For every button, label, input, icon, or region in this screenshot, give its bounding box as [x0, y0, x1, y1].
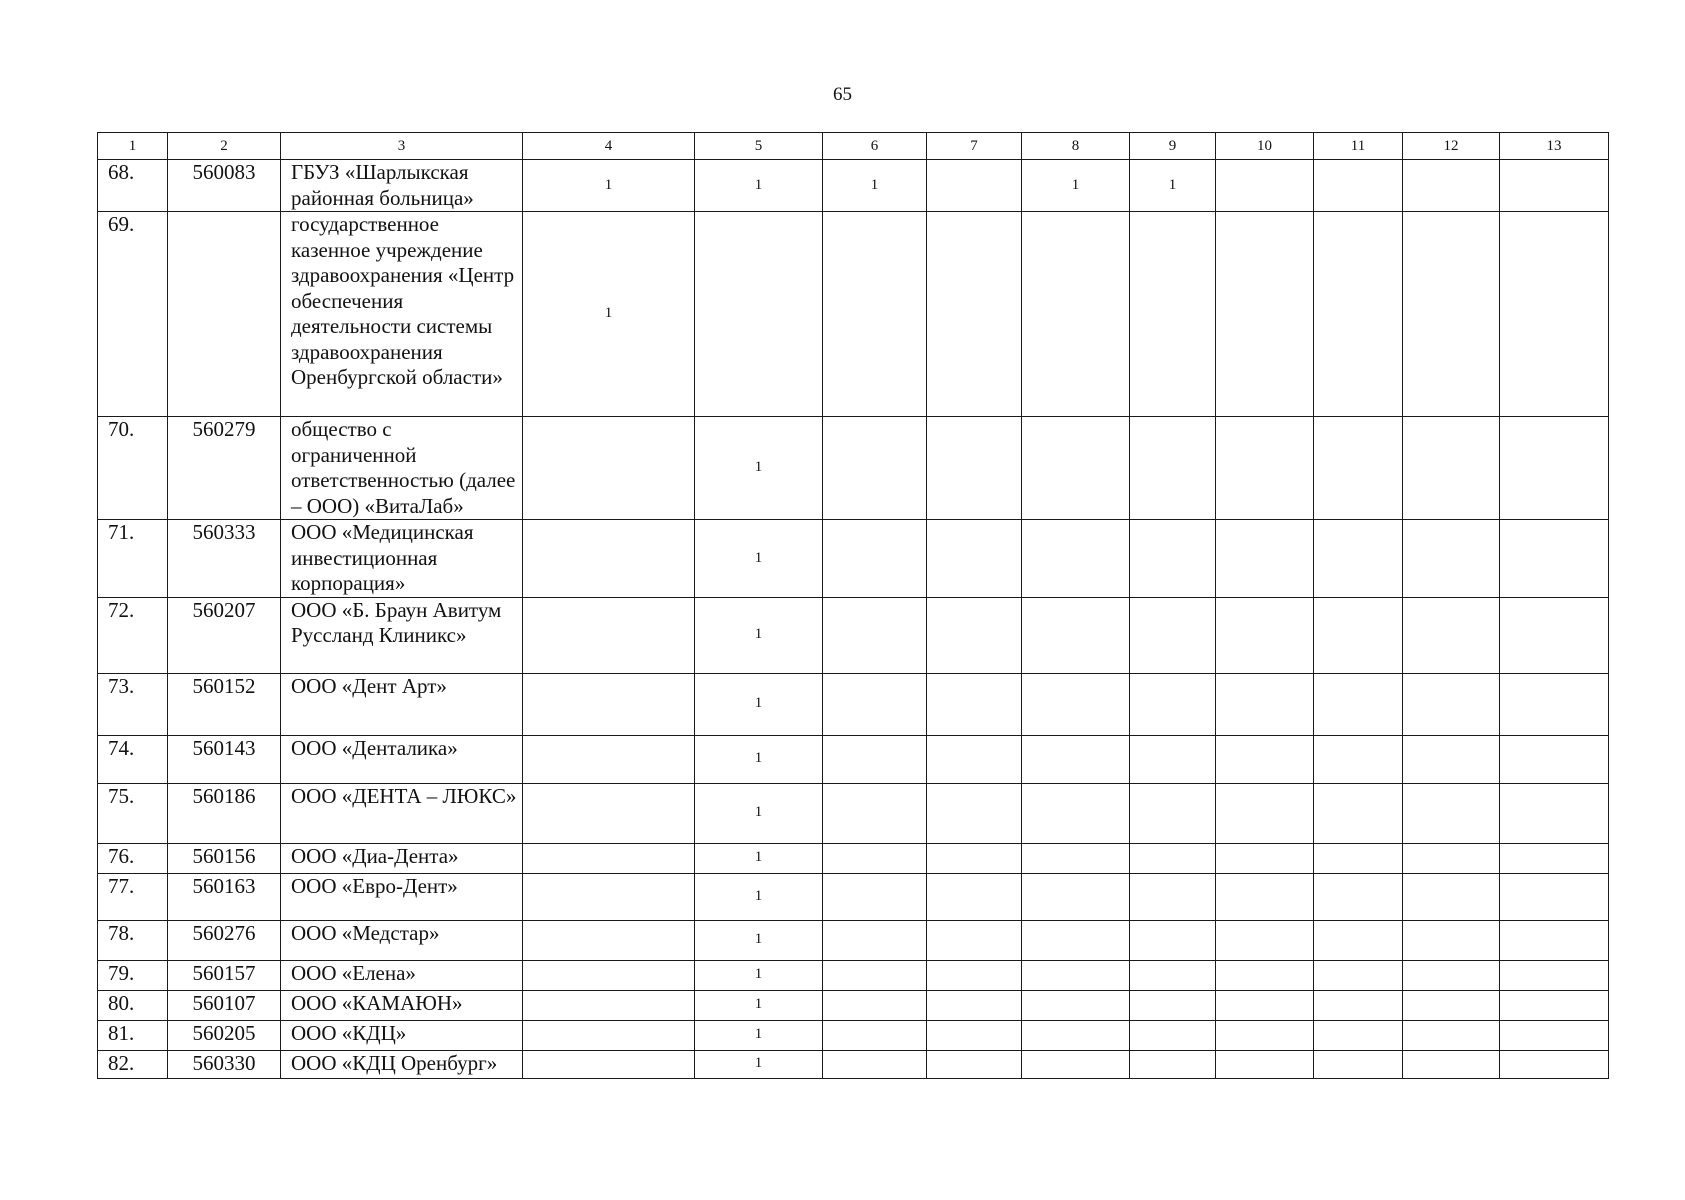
mark-cell — [1314, 417, 1403, 520]
org-name-cell: ООО «Елена» — [281, 960, 523, 990]
mark-cell — [823, 1020, 927, 1050]
mark-cell — [927, 735, 1022, 783]
mark-cell — [1130, 1020, 1216, 1050]
mark-cell — [1022, 597, 1130, 673]
mark-cell — [927, 1050, 1022, 1078]
mark-cell — [1130, 673, 1216, 735]
mark-cell — [1022, 873, 1130, 920]
org-code-cell — [168, 212, 281, 417]
org-name-cell: ООО «КАМАЮН» — [281, 990, 523, 1020]
mark-cell — [1130, 873, 1216, 920]
org-name-cell: общество с ограниченной ответственностью (далее – ООО) «ВитаЛаб» — [281, 417, 523, 520]
table-row — [98, 597, 1609, 673]
row-number-cell: 80. — [98, 990, 168, 1020]
mark-cell — [823, 843, 927, 873]
row-number-cell: 68. — [98, 160, 168, 212]
org-code-cell: 560186 — [168, 783, 281, 843]
mark-cell — [523, 417, 695, 520]
mark-cell — [1216, 990, 1314, 1020]
mark-cell — [823, 960, 927, 990]
mark-cell: 1 — [1022, 160, 1130, 212]
mark-cell — [927, 960, 1022, 990]
mark-cell — [1216, 160, 1314, 212]
org-name-cell: государственное казенное учреждение здравоохранения «Центр обеспечения деятельности системы здравоохранения Оренбургской области» — [281, 212, 523, 417]
mark-cell — [927, 520, 1022, 598]
mark-cell — [523, 843, 695, 873]
row-number-cell: 71. — [98, 520, 168, 598]
mark-cell — [927, 873, 1022, 920]
mark-cell — [1500, 520, 1609, 598]
mark-cell: 1 — [695, 843, 823, 873]
mark-cell — [1130, 597, 1216, 673]
org-name-cell: ООО «Диа-Дента» — [281, 843, 523, 873]
mark-cell — [1403, 873, 1500, 920]
mark-cell — [1500, 212, 1609, 417]
mark-cell: 1 — [823, 160, 927, 212]
mark-cell — [1403, 417, 1500, 520]
column-number-cell: 3 — [281, 133, 523, 160]
mark-cell — [927, 160, 1022, 212]
mark-cell — [1314, 160, 1403, 212]
row-number-cell: 81. — [98, 1020, 168, 1050]
mark-cell — [523, 597, 695, 673]
mark-cell — [823, 873, 927, 920]
mark-cell — [1500, 1020, 1609, 1050]
mark-cell — [1314, 1050, 1403, 1078]
mark-cell — [1130, 212, 1216, 417]
row-number-cell: 75. — [98, 783, 168, 843]
mark-cell — [523, 1020, 695, 1050]
mark-cell — [1216, 843, 1314, 873]
mark-cell — [1022, 990, 1130, 1020]
mark-cell — [1403, 597, 1500, 673]
mark-cell: 1 — [1130, 160, 1216, 212]
org-code-cell: 560152 — [168, 673, 281, 735]
mark-cell — [1216, 873, 1314, 920]
mark-cell: 1 — [695, 735, 823, 783]
mark-cell — [523, 920, 695, 960]
mark-cell — [823, 920, 927, 960]
org-code-cell: 560143 — [168, 735, 281, 783]
mark-cell — [1130, 735, 1216, 783]
mark-cell — [1022, 843, 1130, 873]
org-code-cell: 560276 — [168, 920, 281, 960]
org-name-cell: ООО «КДЦ Оренбург» — [281, 1050, 523, 1078]
mark-cell: 1 — [695, 873, 823, 920]
org-code-cell: 560330 — [168, 1050, 281, 1078]
mark-cell — [1022, 960, 1130, 990]
row-number-cell: 79. — [98, 960, 168, 990]
column-number-cell: 1 — [98, 133, 168, 160]
column-number-cell: 8 — [1022, 133, 1130, 160]
column-number-cell: 2 — [168, 133, 281, 160]
column-number-cell: 7 — [927, 133, 1022, 160]
mark-cell — [1314, 735, 1403, 783]
mark-cell — [1403, 843, 1500, 873]
mark-cell — [523, 1050, 695, 1078]
mark-cell — [1130, 783, 1216, 843]
row-number-cell: 73. — [98, 673, 168, 735]
mark-cell — [1216, 783, 1314, 843]
mark-cell — [1022, 673, 1130, 735]
table-row — [98, 417, 1609, 520]
mark-cell — [523, 873, 695, 920]
mark-cell — [823, 735, 927, 783]
table-row — [98, 1050, 1609, 1078]
mark-cell: 1 — [695, 673, 823, 735]
mark-cell — [1022, 520, 1130, 598]
mark-cell — [927, 783, 1022, 843]
table-row — [98, 735, 1609, 783]
mark-cell: 1 — [695, 783, 823, 843]
mark-cell — [927, 212, 1022, 417]
mark-cell — [927, 673, 1022, 735]
mark-cell — [927, 597, 1022, 673]
mark-cell — [823, 597, 927, 673]
mark-cell — [1314, 597, 1403, 673]
mark-cell — [1403, 212, 1500, 417]
org-name-cell: ООО «Медицинская инвестиционная корпорация» — [281, 520, 523, 598]
mark-cell: 1 — [695, 160, 823, 212]
mark-cell — [1022, 920, 1130, 960]
mark-cell — [523, 520, 695, 598]
mark-cell — [1216, 673, 1314, 735]
mark-cell — [927, 990, 1022, 1020]
table-body — [98, 133, 1609, 1079]
org-code-cell: 560279 — [168, 417, 281, 520]
mark-cell — [1403, 960, 1500, 990]
table-row — [98, 990, 1609, 1020]
row-number-cell: 72. — [98, 597, 168, 673]
mark-cell — [1403, 735, 1500, 783]
mark-cell — [1314, 1020, 1403, 1050]
mark-cell — [1500, 1050, 1609, 1078]
column-number-cell: 5 — [695, 133, 823, 160]
mark-cell — [1216, 212, 1314, 417]
mark-cell — [1130, 920, 1216, 960]
row-number-cell: 77. — [98, 873, 168, 920]
mark-cell — [1403, 920, 1500, 960]
mark-cell — [695, 212, 823, 417]
org-code-cell: 560107 — [168, 990, 281, 1020]
mark-cell — [1314, 990, 1403, 1020]
mark-cell — [1403, 1050, 1500, 1078]
column-number-cell: 13 — [1500, 133, 1609, 160]
org-name-cell: ООО «КДЦ» — [281, 1020, 523, 1050]
mark-cell — [1130, 1050, 1216, 1078]
mark-cell — [1022, 417, 1130, 520]
mark-cell — [1216, 520, 1314, 598]
mark-cell: 1 — [695, 920, 823, 960]
mark-cell — [1500, 735, 1609, 783]
table-row — [98, 920, 1609, 960]
mark-cell — [1500, 990, 1609, 1020]
mark-cell — [1500, 960, 1609, 990]
row-number-cell: 82. — [98, 1050, 168, 1078]
mark-cell — [823, 990, 927, 1020]
org-name-cell: ООО «Медстар» — [281, 920, 523, 960]
mark-cell — [823, 1050, 927, 1078]
mark-cell — [523, 673, 695, 735]
mark-cell — [1314, 873, 1403, 920]
mark-cell — [1216, 960, 1314, 990]
mark-cell: 1 — [523, 160, 695, 212]
mark-cell — [823, 417, 927, 520]
mark-cell — [1216, 1020, 1314, 1050]
mark-cell — [523, 990, 695, 1020]
mark-cell — [1403, 160, 1500, 212]
mark-cell — [927, 1020, 1022, 1050]
mark-cell — [1500, 160, 1609, 212]
mark-cell — [823, 212, 927, 417]
mark-cell — [1314, 960, 1403, 990]
mark-cell: 1 — [695, 990, 823, 1020]
column-number-cell: 11 — [1314, 133, 1403, 160]
mark-cell — [1500, 920, 1609, 960]
mark-cell — [823, 783, 927, 843]
mark-cell — [1314, 673, 1403, 735]
mark-cell — [1403, 783, 1500, 843]
row-number-cell: 76. — [98, 843, 168, 873]
mark-cell — [823, 673, 927, 735]
org-code-cell: 560333 — [168, 520, 281, 598]
mark-cell: 1 — [695, 1020, 823, 1050]
mark-cell: 1 — [695, 520, 823, 598]
mark-cell — [927, 843, 1022, 873]
mark-cell: 1 — [523, 212, 695, 417]
mark-cell — [1500, 783, 1609, 843]
mark-cell — [1403, 1020, 1500, 1050]
mark-cell — [1314, 783, 1403, 843]
org-name-cell: ООО «Евро-Дент» — [281, 873, 523, 920]
org-name-cell: ГБУЗ «Шарлыкская районная больница» — [281, 160, 523, 212]
mark-cell — [1403, 673, 1500, 735]
mark-cell — [823, 520, 927, 598]
org-name-cell: ООО «Денталика» — [281, 735, 523, 783]
table-row — [98, 960, 1609, 990]
org-code-cell: 560156 — [168, 843, 281, 873]
org-code-cell: 560083 — [168, 160, 281, 212]
org-code-cell: 560163 — [168, 873, 281, 920]
org-name-cell: ООО «Б. Браун Авитум Руссланд Клиникс» — [281, 597, 523, 673]
table-row — [98, 873, 1609, 920]
org-name-cell: ООО «ДЕНТА – ЛЮКС» — [281, 783, 523, 843]
mark-cell — [1216, 597, 1314, 673]
mark-cell — [1403, 990, 1500, 1020]
mark-cell — [1022, 1020, 1130, 1050]
mark-cell — [1500, 873, 1609, 920]
table-row — [98, 160, 1609, 212]
mark-cell — [1500, 417, 1609, 520]
row-number-cell: 74. — [98, 735, 168, 783]
mark-cell — [1022, 212, 1130, 417]
table-row — [98, 673, 1609, 735]
mark-cell — [1130, 843, 1216, 873]
row-number-cell: 69. — [98, 212, 168, 417]
mark-cell — [1022, 735, 1130, 783]
mark-cell — [1130, 417, 1216, 520]
column-number-row — [98, 133, 1609, 160]
register-table — [97, 132, 1609, 1079]
mark-cell: 1 — [695, 1050, 823, 1078]
mark-cell: 1 — [695, 597, 823, 673]
column-number-cell: 9 — [1130, 133, 1216, 160]
mark-cell — [927, 920, 1022, 960]
mark-cell — [1022, 783, 1130, 843]
mark-cell — [1216, 735, 1314, 783]
org-name-cell: ООО «Дент Арт» — [281, 673, 523, 735]
row-number-cell: 78. — [98, 920, 168, 960]
column-number-cell: 12 — [1403, 133, 1500, 160]
mark-cell — [1314, 920, 1403, 960]
mark-cell — [1314, 843, 1403, 873]
mark-cell — [1500, 843, 1609, 873]
page-number: 65 — [833, 84, 852, 105]
table-row — [98, 843, 1609, 873]
mark-cell: 1 — [695, 960, 823, 990]
table-row — [98, 783, 1609, 843]
table-row — [98, 1020, 1609, 1050]
mark-cell — [523, 735, 695, 783]
mark-cell: 1 — [695, 417, 823, 520]
column-number-cell: 6 — [823, 133, 927, 160]
mark-cell — [1022, 1050, 1130, 1078]
org-code-cell: 560207 — [168, 597, 281, 673]
mark-cell — [1314, 520, 1403, 598]
org-code-cell: 560205 — [168, 1020, 281, 1050]
mark-cell — [1314, 212, 1403, 417]
row-number-cell: 70. — [98, 417, 168, 520]
org-code-cell: 560157 — [168, 960, 281, 990]
mark-cell — [1500, 597, 1609, 673]
table-row — [98, 520, 1609, 598]
mark-cell — [1130, 990, 1216, 1020]
mark-cell — [1216, 417, 1314, 520]
mark-cell — [927, 417, 1022, 520]
mark-cell — [1130, 520, 1216, 598]
mark-cell — [523, 783, 695, 843]
mark-cell — [1130, 960, 1216, 990]
mark-cell — [1403, 520, 1500, 598]
mark-cell — [523, 960, 695, 990]
column-number-cell: 4 — [523, 133, 695, 160]
mark-cell — [1216, 1050, 1314, 1078]
column-number-cell: 10 — [1216, 133, 1314, 160]
table-row — [98, 212, 1609, 417]
mark-cell — [1500, 673, 1609, 735]
mark-cell — [1216, 920, 1314, 960]
